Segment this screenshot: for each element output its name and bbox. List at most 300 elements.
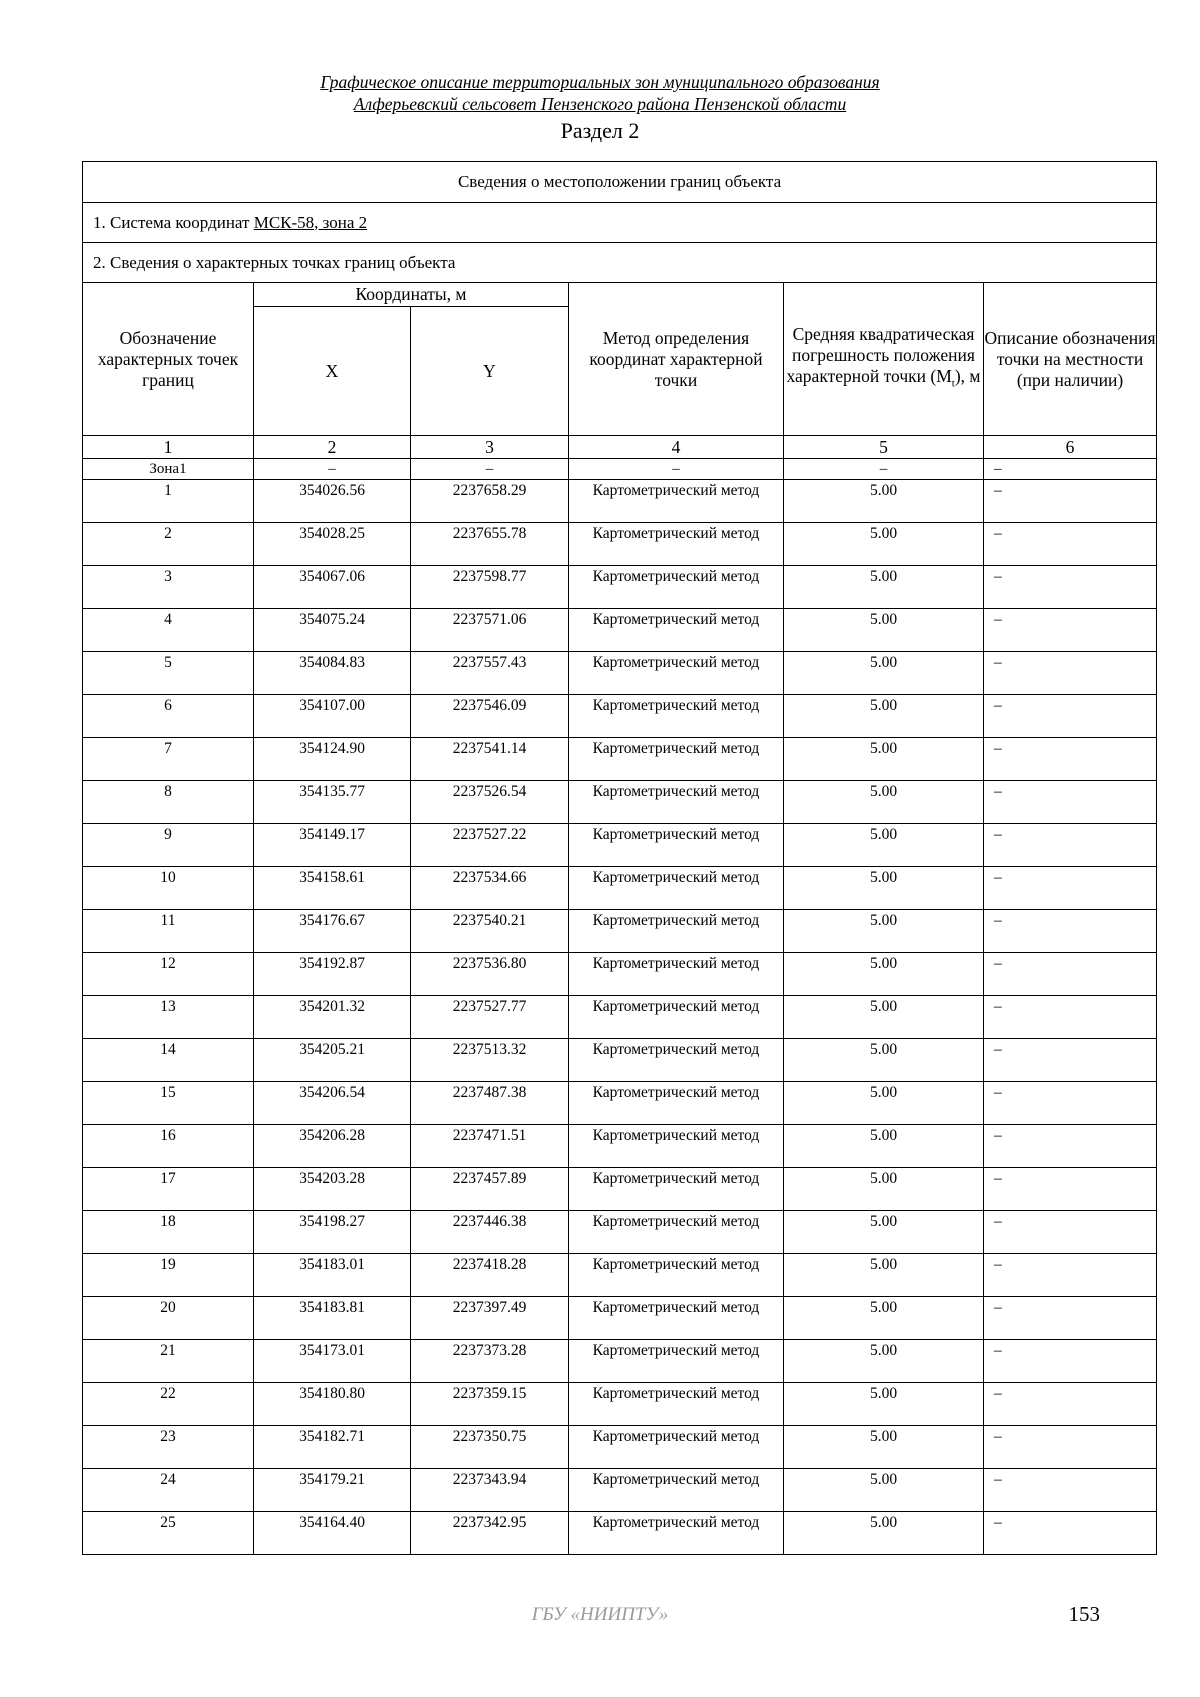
mean-error-text: 5.00 bbox=[869, 611, 898, 628]
cell-coord-x bbox=[254, 1211, 411, 1254]
cell-point-description bbox=[984, 910, 1157, 953]
table-row bbox=[83, 824, 1157, 867]
coord-x-text: 354158.61 bbox=[299, 869, 365, 886]
point-description-text: – bbox=[994, 912, 1002, 929]
cell-point-number bbox=[83, 1512, 254, 1555]
cell-coord-y bbox=[411, 824, 569, 867]
cell-coord-y bbox=[411, 1211, 569, 1254]
coord-x-text: 354124.90 bbox=[299, 740, 365, 757]
cell-mean-error bbox=[784, 1512, 984, 1555]
cell-coord-y bbox=[411, 781, 569, 824]
section-title: Раздел 2 bbox=[560, 118, 640, 143]
point-description-text: – bbox=[994, 869, 1002, 886]
coord-x-text: 354201.32 bbox=[299, 998, 365, 1015]
cell-method bbox=[569, 867, 784, 910]
method-text: Картометрический метод bbox=[592, 1471, 760, 1488]
cell-point-description bbox=[984, 1297, 1157, 1340]
cell-coord-y bbox=[411, 738, 569, 781]
point-number-text: 6 bbox=[164, 697, 172, 714]
coord-y-text: 2237526.54 bbox=[452, 783, 527, 800]
coord-x-text: 354173.01 bbox=[299, 1342, 365, 1359]
mean-error-text: 5.00 bbox=[869, 1385, 898, 1402]
cell-coord-x bbox=[254, 1082, 411, 1125]
coord-y-text: 2237350.75 bbox=[452, 1428, 527, 1445]
table-row bbox=[83, 1426, 1157, 1469]
cell-mean-error bbox=[784, 1125, 984, 1168]
mean-error-text: 5.00 bbox=[869, 1471, 898, 1488]
boundary-points-table bbox=[82, 161, 1157, 1555]
coord-y-text: 2237536.80 bbox=[452, 955, 527, 972]
coord-y-text: 2237534.66 bbox=[452, 869, 527, 886]
cell-mean-error bbox=[784, 566, 984, 609]
mean-error-text: 5.00 bbox=[869, 1428, 898, 1445]
cell-method bbox=[569, 953, 784, 996]
point-number-text: 14 bbox=[160, 1041, 176, 1058]
mean-error-text: 5.00 bbox=[869, 568, 898, 585]
cell-coord-y bbox=[411, 480, 569, 523]
table-row bbox=[83, 566, 1157, 609]
point-description-text: – bbox=[994, 1471, 1002, 1488]
coord-y-text: 2237513.32 bbox=[452, 1041, 527, 1058]
point-description-text: – bbox=[994, 525, 1002, 542]
table-row bbox=[83, 609, 1157, 652]
method-text: Картометрический метод bbox=[592, 1428, 760, 1445]
cell-point-number bbox=[83, 1082, 254, 1125]
cell-coord-y bbox=[411, 1125, 569, 1168]
column-number: 2 bbox=[254, 436, 411, 459]
method-text: Картометрический метод bbox=[592, 1385, 760, 1402]
cell-point-number bbox=[83, 824, 254, 867]
cell-coord-x bbox=[254, 523, 411, 566]
table-row bbox=[83, 1383, 1157, 1426]
coord-y-text: 2237655.78 bbox=[452, 525, 527, 542]
point-number-text: 5 bbox=[164, 654, 172, 671]
zone-row bbox=[83, 459, 1157, 480]
cell-coord-x bbox=[254, 1297, 411, 1340]
point-number-text: 17 bbox=[160, 1170, 176, 1187]
cell-method bbox=[569, 1254, 784, 1297]
cell-coord-x bbox=[254, 953, 411, 996]
point-description-text: – bbox=[994, 1256, 1002, 1273]
cell-mean-error bbox=[784, 867, 984, 910]
zone-label: Зона1 bbox=[83, 459, 254, 480]
cell-method bbox=[569, 652, 784, 695]
coord-x-text: 354084.83 bbox=[299, 654, 365, 671]
cell-point-description bbox=[984, 824, 1157, 867]
mean-error-text: 5.00 bbox=[869, 1084, 898, 1101]
zone-cell: – bbox=[411, 459, 569, 480]
point-number-text: 1 bbox=[164, 482, 172, 499]
coord-y-text: 2237487.38 bbox=[452, 1084, 527, 1101]
method-text: Картометрический метод bbox=[592, 1127, 760, 1144]
coord-x-text: 354203.28 bbox=[299, 1170, 365, 1187]
mean-error-text: 5.00 bbox=[869, 783, 898, 800]
table-row bbox=[83, 867, 1157, 910]
cell-point-number bbox=[83, 1469, 254, 1512]
coord-y-text: 2237359.15 bbox=[452, 1385, 527, 1402]
cell-method bbox=[569, 781, 784, 824]
cell-coord-y bbox=[411, 695, 569, 738]
cell-point-description bbox=[984, 1426, 1157, 1469]
cell-point-description bbox=[984, 953, 1157, 996]
table-row bbox=[83, 1082, 1157, 1125]
cell-coord-x bbox=[254, 1426, 411, 1469]
cell-coord-y bbox=[411, 996, 569, 1039]
cell-point-number bbox=[83, 1297, 254, 1340]
cell-coord-x bbox=[254, 695, 411, 738]
mean-error-text: 5.00 bbox=[869, 1299, 898, 1316]
cell-point-description bbox=[984, 1125, 1157, 1168]
method-text: Картометрический метод bbox=[592, 654, 760, 671]
coord-y-text: 2237342.95 bbox=[452, 1514, 527, 1531]
coord-y-text: 2237397.49 bbox=[452, 1299, 527, 1316]
point-number-text: 20 bbox=[160, 1299, 176, 1316]
method-text: Картометрический метод bbox=[592, 955, 760, 972]
point-description-text: – bbox=[994, 654, 1002, 671]
table-row bbox=[83, 1512, 1157, 1555]
cell-point-description bbox=[984, 1340, 1157, 1383]
cell-coord-y bbox=[411, 566, 569, 609]
cell-point-number bbox=[83, 1426, 254, 1469]
cell-method bbox=[569, 1426, 784, 1469]
cell-method bbox=[569, 1125, 784, 1168]
table-row bbox=[83, 1340, 1157, 1383]
cell-coord-y bbox=[411, 523, 569, 566]
cell-point-number bbox=[83, 738, 254, 781]
method-text: Картометрический метод bbox=[592, 482, 760, 499]
cell-point-description bbox=[984, 566, 1157, 609]
mean-error-text: 5.00 bbox=[869, 955, 898, 972]
coord-x-text: 354180.80 bbox=[299, 1385, 365, 1402]
cell-coord-y bbox=[411, 609, 569, 652]
coord-y-text: 2237571.06 bbox=[452, 611, 527, 628]
header-mean-error bbox=[784, 283, 984, 436]
cell-point-description bbox=[984, 695, 1157, 738]
cell-coord-x bbox=[254, 652, 411, 695]
method-text: Картометрический метод bbox=[592, 1170, 760, 1187]
method-text: Картометрический метод bbox=[592, 1041, 760, 1058]
cell-point-number bbox=[83, 867, 254, 910]
method-text: Картометрический метод bbox=[592, 912, 760, 929]
header-description: Описание обозначения точки на местности (при наличии) bbox=[984, 283, 1157, 436]
point-number-text: 3 bbox=[164, 568, 172, 585]
column-number: 6 bbox=[984, 436, 1157, 459]
method-text: Картометрический метод bbox=[592, 1084, 760, 1101]
point-number-text: 10 bbox=[160, 869, 176, 886]
point-description-text: – bbox=[994, 1170, 1002, 1187]
mean-error-text: 5.00 bbox=[869, 998, 898, 1015]
point-number-text: 22 bbox=[160, 1385, 176, 1402]
cell-point-number bbox=[83, 1254, 254, 1297]
cell-method bbox=[569, 1297, 784, 1340]
header-mean-error-subscript: t bbox=[951, 377, 955, 390]
table-row bbox=[83, 695, 1157, 738]
cell-coord-y bbox=[411, 1082, 569, 1125]
cell-mean-error bbox=[784, 1211, 984, 1254]
cell-mean-error bbox=[784, 1340, 984, 1383]
point-description-text: – bbox=[994, 1299, 1002, 1316]
point-number-text: 15 bbox=[160, 1084, 176, 1101]
method-text: Картометрический метод bbox=[592, 568, 760, 585]
cell-mean-error bbox=[784, 781, 984, 824]
coord-x-text: 354192.87 bbox=[299, 955, 365, 972]
cell-coord-x bbox=[254, 910, 411, 953]
cell-method bbox=[569, 1039, 784, 1082]
cell-coord-x bbox=[254, 1383, 411, 1426]
cell-coord-y bbox=[411, 1426, 569, 1469]
point-description-text: – bbox=[994, 1428, 1002, 1445]
cell-coord-x bbox=[254, 1512, 411, 1555]
cell-point-description bbox=[984, 1039, 1157, 1082]
cell-mean-error bbox=[784, 609, 984, 652]
coord-x-text: 354183.81 bbox=[299, 1299, 365, 1316]
coord-x-text: 354026.56 bbox=[299, 482, 365, 499]
table-row bbox=[83, 1469, 1157, 1512]
document-title-line-1: Графическое описание территориальных зон муниципального образования bbox=[320, 72, 880, 92]
point-description-text: – bbox=[994, 826, 1002, 843]
point-description-text: – bbox=[994, 998, 1002, 1015]
cell-point-description bbox=[984, 480, 1157, 523]
cell-mean-error bbox=[784, 652, 984, 695]
method-text: Картометрический метод bbox=[592, 697, 760, 714]
coord-x-text: 354205.21 bbox=[299, 1041, 365, 1058]
table-row bbox=[83, 1125, 1157, 1168]
cell-point-number bbox=[83, 695, 254, 738]
footer-organization: ГБУ «НИИПТУ» bbox=[531, 1604, 669, 1625]
cell-point-description bbox=[984, 867, 1157, 910]
cell-coord-y bbox=[411, 1340, 569, 1383]
cell-coord-x bbox=[254, 609, 411, 652]
mean-error-text: 5.00 bbox=[869, 1170, 898, 1187]
page-number: 153 bbox=[1068, 1602, 1100, 1626]
mean-error-text: 5.00 bbox=[869, 1127, 898, 1144]
coord-y-text: 2237527.77 bbox=[452, 998, 527, 1015]
point-description-text: – bbox=[994, 1385, 1002, 1402]
coord-x-text: 354164.40 bbox=[299, 1514, 365, 1531]
coord-x-text: 354198.27 bbox=[299, 1213, 365, 1230]
coord-x-text: 354183.01 bbox=[299, 1256, 365, 1273]
point-number-text: 24 bbox=[160, 1471, 176, 1488]
cell-point-description bbox=[984, 1383, 1157, 1426]
cell-method bbox=[569, 1211, 784, 1254]
cell-mean-error bbox=[784, 1383, 984, 1426]
cell-mean-error bbox=[784, 1082, 984, 1125]
coord-y-text: 2237541.14 bbox=[452, 740, 527, 757]
cell-mean-error bbox=[784, 1168, 984, 1211]
point-number-text: 11 bbox=[160, 912, 176, 929]
cell-point-description bbox=[984, 1211, 1157, 1254]
cell-coord-y bbox=[411, 1039, 569, 1082]
cell-method bbox=[569, 1512, 784, 1555]
method-text: Картометрический метод bbox=[592, 740, 760, 757]
cell-mean-error bbox=[784, 523, 984, 566]
cell-method bbox=[569, 1383, 784, 1426]
table-row bbox=[83, 1254, 1157, 1297]
coord-y-text: 2237343.94 bbox=[452, 1471, 527, 1488]
point-description-text: – bbox=[994, 482, 1002, 499]
cell-coord-x bbox=[254, 996, 411, 1039]
coord-y-text: 2237557.43 bbox=[452, 654, 527, 671]
cell-coord-x bbox=[254, 1469, 411, 1512]
point-description-text: – bbox=[994, 1041, 1002, 1058]
cell-point-number bbox=[83, 781, 254, 824]
table-title: Сведения о местоположении границ объекта bbox=[83, 162, 1157, 203]
cell-mean-error bbox=[784, 996, 984, 1039]
cell-coord-y bbox=[411, 867, 569, 910]
cell-point-number bbox=[83, 910, 254, 953]
method-text: Картометрический метод bbox=[592, 783, 760, 800]
cell-mean-error bbox=[784, 480, 984, 523]
cell-point-description bbox=[984, 652, 1157, 695]
method-text: Картометрический метод bbox=[592, 1514, 760, 1531]
column-number: 5 bbox=[784, 436, 984, 459]
point-number-text: 19 bbox=[160, 1256, 176, 1273]
point-number-text: 16 bbox=[160, 1127, 176, 1144]
table-row bbox=[83, 480, 1157, 523]
zone-cell: – bbox=[569, 459, 784, 480]
point-number-text: 23 bbox=[160, 1428, 176, 1445]
coord-y-text: 2237446.38 bbox=[452, 1213, 527, 1230]
cell-point-number bbox=[83, 652, 254, 695]
point-number-text: 18 bbox=[160, 1213, 176, 1230]
cell-coord-x bbox=[254, 1125, 411, 1168]
coord-y-text: 2237471.51 bbox=[452, 1127, 527, 1144]
cell-mean-error bbox=[784, 1426, 984, 1469]
mean-error-text: 5.00 bbox=[869, 912, 898, 929]
method-text: Картометрический метод bbox=[592, 611, 760, 628]
cell-coord-x bbox=[254, 738, 411, 781]
cell-method bbox=[569, 910, 784, 953]
table-row bbox=[83, 1297, 1157, 1340]
point-number-text: 8 bbox=[164, 783, 172, 800]
point-number-text: 2 bbox=[164, 525, 172, 542]
document-title-line-2: Алферьевский сельсовет Пензенского района Пензенской области bbox=[353, 94, 847, 114]
mean-error-text: 5.00 bbox=[869, 525, 898, 542]
cell-point-number bbox=[83, 953, 254, 996]
cell-coord-y bbox=[411, 1168, 569, 1211]
cell-point-number bbox=[83, 1125, 254, 1168]
cell-coord-y bbox=[411, 652, 569, 695]
coord-y-text: 2237457.89 bbox=[452, 1170, 527, 1187]
cell-method bbox=[569, 1082, 784, 1125]
cell-coord-y bbox=[411, 1512, 569, 1555]
cell-mean-error bbox=[784, 953, 984, 996]
coord-x-text: 354182.71 bbox=[299, 1428, 365, 1445]
coord-x-text: 354176.67 bbox=[299, 912, 365, 929]
cell-mean-error bbox=[784, 738, 984, 781]
cell-coord-x bbox=[254, 867, 411, 910]
mean-error-text: 5.00 bbox=[869, 482, 898, 499]
method-text: Картометрический метод bbox=[592, 1342, 760, 1359]
cell-method bbox=[569, 1469, 784, 1512]
coord-x-text: 354206.28 bbox=[299, 1127, 365, 1144]
coord-y-text: 2237658.29 bbox=[452, 482, 527, 499]
method-text: Картометрический метод bbox=[592, 1213, 760, 1230]
cell-point-description bbox=[984, 523, 1157, 566]
cell-point-number bbox=[83, 566, 254, 609]
cell-mean-error bbox=[784, 910, 984, 953]
cell-method bbox=[569, 566, 784, 609]
coord-x-text: 354206.54 bbox=[299, 1084, 365, 1101]
header-x: X bbox=[254, 307, 411, 436]
zone-cell: – bbox=[784, 459, 984, 480]
table-row bbox=[83, 996, 1157, 1039]
method-text: Картометрический метод bbox=[592, 998, 760, 1015]
table-row bbox=[83, 523, 1157, 566]
table-row bbox=[83, 781, 1157, 824]
cell-coord-y bbox=[411, 1254, 569, 1297]
coord-x-text: 354135.77 bbox=[299, 783, 365, 800]
points-section-title: 2. Сведения о характерных точках границ объекта bbox=[83, 243, 1157, 283]
column-number: 1 bbox=[83, 436, 254, 459]
point-number-text: 25 bbox=[160, 1514, 176, 1531]
cell-method bbox=[569, 609, 784, 652]
header-y: Y bbox=[411, 307, 569, 436]
coord-x-text: 354107.00 bbox=[299, 697, 365, 714]
point-number-text: 13 bbox=[160, 998, 176, 1015]
coordinate-system-value: МСК-58, зона 2 bbox=[253, 212, 368, 232]
cell-point-description bbox=[984, 738, 1157, 781]
coord-y-text: 2237546.09 bbox=[452, 697, 527, 714]
cell-method bbox=[569, 1168, 784, 1211]
cell-point-number bbox=[83, 1039, 254, 1082]
cell-point-number bbox=[83, 480, 254, 523]
point-description-text: – bbox=[994, 1342, 1002, 1359]
table-row bbox=[83, 738, 1157, 781]
cell-method bbox=[569, 523, 784, 566]
cell-method bbox=[569, 480, 784, 523]
cell-method bbox=[569, 738, 784, 781]
coord-x-text: 354067.06 bbox=[299, 568, 365, 585]
table-row bbox=[83, 652, 1157, 695]
cell-point-number bbox=[83, 523, 254, 566]
method-text: Картометрический метод bbox=[592, 525, 760, 542]
cell-point-number bbox=[83, 1211, 254, 1254]
table-row bbox=[83, 953, 1157, 996]
cell-mean-error bbox=[784, 1297, 984, 1340]
header-method: Метод определения координат характерной точки bbox=[569, 283, 784, 436]
cell-point-number bbox=[83, 1168, 254, 1211]
mean-error-text: 5.00 bbox=[869, 740, 898, 757]
cell-coord-x bbox=[254, 1254, 411, 1297]
cell-point-number bbox=[83, 1340, 254, 1383]
cell-point-description bbox=[984, 609, 1157, 652]
cell-method bbox=[569, 1340, 784, 1383]
method-text: Картометрический метод bbox=[592, 869, 760, 886]
coord-y-text: 2237418.28 bbox=[452, 1256, 527, 1273]
point-description-text: – bbox=[994, 697, 1002, 714]
mean-error-text: 5.00 bbox=[869, 1342, 898, 1359]
mean-error-text: 5.00 bbox=[869, 1041, 898, 1058]
cell-point-description bbox=[984, 996, 1157, 1039]
cell-mean-error bbox=[784, 695, 984, 738]
method-text: Картометрический метод bbox=[592, 826, 760, 843]
coord-y-text: 2237598.77 bbox=[452, 568, 527, 585]
mean-error-text: 5.00 bbox=[869, 1213, 898, 1230]
zone-cell: – bbox=[254, 459, 411, 480]
point-description-text: – bbox=[994, 611, 1002, 628]
method-text: Картометрический метод bbox=[592, 1299, 760, 1316]
cell-point-number bbox=[83, 609, 254, 652]
column-number: 4 bbox=[569, 436, 784, 459]
point-description-text: – bbox=[994, 1213, 1002, 1230]
table-row bbox=[83, 1039, 1157, 1082]
header-designation: Обозначение характерных точек границ bbox=[83, 283, 254, 436]
point-description-text: – bbox=[994, 740, 1002, 757]
cell-mean-error bbox=[784, 824, 984, 867]
point-number-text: 7 bbox=[164, 740, 172, 757]
coordinate-system-row bbox=[83, 203, 1157, 243]
